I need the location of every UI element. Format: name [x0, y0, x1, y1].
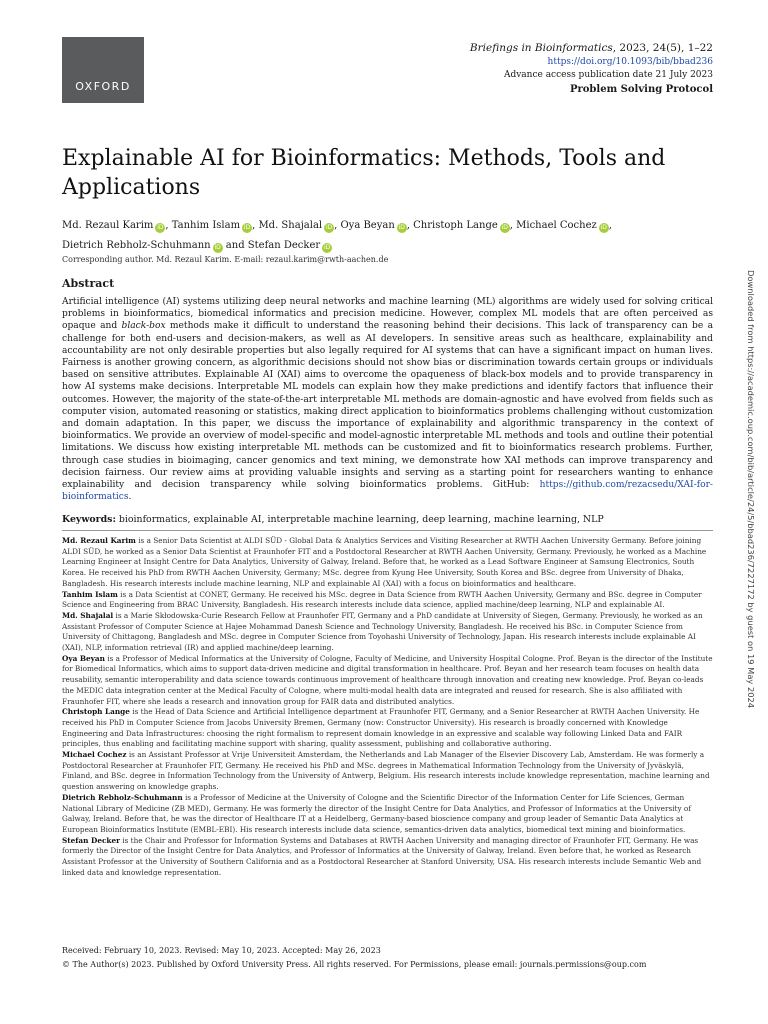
- author-name: Md. Rezaul Karim: [62, 220, 154, 231]
- keywords-text: bioinformatics, explainable AI, interpretable machine learning, deep learning, machine learning, NLP: [115, 514, 604, 525]
- keywords-label: Keywords:: [62, 514, 116, 525]
- bio-name: Michael Cochez: [62, 750, 127, 760]
- author-bio: [62, 836, 715, 879]
- abstract-emphasis: black-box: [121, 321, 166, 332]
- author-name: Oya Beyan: [340, 220, 395, 231]
- divider: [62, 530, 713, 531]
- author-name: Md. Shajalal: [258, 220, 323, 231]
- author-separator: ,: [608, 220, 612, 231]
- bio-name: Christoph Lange: [62, 707, 130, 717]
- bio-name: Oya Beyan: [62, 653, 105, 663]
- journal-name: Briefings in Bioinformatics: [469, 42, 613, 54]
- journal-citation: [470, 42, 713, 55]
- abstract-part: Artificial intelligence (AI) systems utilizing deep neural networks and machine learning (ML) algorithms are widely used for solving critical problems in bioinformatics, biomedical informatics and precision medicine. However, complex ML models that are often perceived as opaque and: [62, 297, 713, 332]
- author-name: Christoph Lange: [413, 220, 498, 231]
- bio-text: is a Marie Skłodowska-Curie Research Fellow at Fraunhofer FIT, Germany and a PhD candidate at University of Siegen, Germany. Previously, he worked as an Assistant Professor of Computer Science at Hajee Mohammad Danesh Science and Technology University, Bangladesh. He received his BSc. in Computer Science from University of Chittagong, Bangladesh and MSc. degree in Computer Science from Toyohashi University of Technology, Japan. His research interests include explainable AI (XAI), NLP, information retrieval (IR) and applied machine/deep learning.: [62, 610, 703, 653]
- author-separator: ,: [165, 220, 172, 231]
- bio-text: is a Professor of Medical Informatics at the University of Cologne, Faculty of Medicine, and University Hospital Cologne. Prof. Beyan is the director of the Institute for Biomedical Informatics, which aims to support data-driven medicine and digital transformation in healthcare. Prof. Beyan and her research team focuses on health data reusability, semantic interoperability and data science towards continuous improvement of healthcare through innovation and creating new knowledge. Prof. Beyan co-leads the MEDIC data integration center at the Medical Faculty of Cologne, where multi-modal health data are integrated and reused for research. She is also affiliated with Fraunhofer FIT, where she leads a research and innovation group for FAIR data and distributed analytics.: [62, 653, 713, 706]
- copyright-notice: © The Author(s) 2023. Published by Oxford University Press. All rights reserved. For Permissions, please email: journals.permissions@oup.com: [62, 960, 647, 969]
- bio-name: Md. Shajalal: [62, 610, 114, 620]
- author-bio: [62, 750, 715, 793]
- oxford-logo-text: OXFORD: [75, 80, 131, 93]
- author-bio: [62, 611, 715, 654]
- corresponding-author: Corresponding author. Md. Rezaul Karim. E-mail: rezaul.karim@rwth-aachen.de: [62, 255, 389, 264]
- bio-text: is the Head of Data Science and Artificial Intelligence department at Fraunhofer FIT, Germany, and a Senior Researcher at RWTH Aachen University. He received his PhD in Computer Science from Jacobs University Bremen, Germany (now: Constructor University). His research is broadly concerned with Knowledge Engineering and Data Infrastructures: choosing the right formalism to represent domain knowledge in an expressive and scalable way following Linked Data and FAIR principles, thus enabling and facilitating machine support with sharing, quality assessment, publishing and collaborative authoring.: [62, 707, 700, 749]
- bio-name: Md. Rezaul Karim: [62, 536, 136, 545]
- bio-text: is a Data Scientist at CONET, Germany. He received his MSc. degree in Data Science from RWTH Aachen University, Germany and BSc. degree in Computer Science and Engineering from BRAC University, Bangladesh. His research interests include data science, applied machine/deep learning, NLP and explainable AI.: [62, 589, 702, 610]
- orcid-icon[interactable]: iD: [325, 224, 333, 231]
- abstract-part: methods make it difficult to understand the reasoning behind their decisions. This lack of transparency can be a challenge for both end-users and decision-makers, as well as AI developers. In sensitive areas such as healthcare, explainability and accountability are not only desirable properties but also legally required for AI systems that can have a significant impact on human lives. Fairness is another growing concern, as algorithmic decisions should not show bias or discrimination towards certain groups or individuals based on sensitive attributes. Explainable AI (XAI) aims to overcome the opaqueness of black-box models and to provide transparency in how AI systems make decisions. Interpretable ML models can explain how they make predictions and identify factors that influence their outcomes. However, the majority of the state-of-the-art interpretable ML methods are domain-agnostic and have evolved from fields such as computer vision, automated reasoning or statistics, making direct application to bioinformatics problems challenging without customization and domain adaptation. In this paper, we discuss the importance of explainability and algorithmic transparency in the context of bioinformatics. We provide an overview of model-specific and model-agnostic interpretable ML methods and tools and outline their potential limitations. We discuss how existing interpretable ML methods can be customized and fit to bioinformatics research problems. Further, through case studies in bioimaging, cancer genomics and text mining, we demonstrate how XAI methods can improve transparency and decision fairness. Our review aims at providing valuable insights and serving as a starting point for researchers wanting to enhance explainability and decision transparency while solving bioinformatics problems. GitHub:: [62, 321, 713, 491]
- oxford-logo: [62, 37, 144, 103]
- orcid-icon[interactable]: iD: [501, 224, 508, 231]
- author-separator: ,: [252, 220, 259, 231]
- author-separator: ,: [334, 220, 341, 231]
- received-dates: Received: February 10, 2023. Revised: May 10, 2023. Accepted: May 26, 2023: [62, 946, 381, 955]
- orcid-icon[interactable]: iD: [324, 244, 331, 251]
- orcid-icon[interactable]: iD: [398, 224, 405, 231]
- journal-volume: , 2023, 24(5), 1–22: [612, 42, 713, 54]
- orcid-icon[interactable]: iD: [214, 244, 221, 251]
- author-name: Dietrich Rebholz-Schuhmann: [62, 240, 211, 251]
- author-bio: [62, 654, 715, 708]
- doi-link[interactable]: https://doi.org/10.1093/bib/bbad236: [547, 57, 713, 67]
- bio-text: is an Assistant Professor at Vrije Universiteit Amsterdam, the Netherlands and Lab Manager of the Elsevier Discovery Lab, Amsterdam. He was formerly a Postdoctoral Researcher at Fraunhofer FIT, Germany. He received his PhD and MSc. degrees in Mathematical Information Technology from the University of Jyväskylä, Finland, and BSc. degree in Information Technology from the University of Antwerp, Belgium. His research interests include knowledge representation, machine learning and question answering on knowledge graphs.: [62, 750, 710, 792]
- bio-text: is a Professor of Medicine at the University of Cologne and the Scientific Director of the Information Center for Life Sciences, German National Library of Medicine (ZB MED), Germany. He was formerly the director of the Insight Centre for Data Analytics, and Professor of Informatics at the University of Galway, Ireland. Before that, he was the director of Healthcare IT at a Heidelberg, Germany-based bioscience company and group leader of Semantic Data Analytics at European Bioinformatics Institute (EMBL-EBI). His research interests include data science, semantics-driven data analytics, biomedical text mining and bioinformatics.: [62, 792, 692, 834]
- author-bio: [62, 793, 715, 836]
- author-bio: [62, 707, 715, 750]
- author-list: [62, 216, 712, 256]
- author-separator: ,: [509, 220, 517, 231]
- author-bio: [62, 536, 715, 590]
- bio-text: is a Senior Data Scientist at ALDI SÜD - Global Data & Analytics Services and Visiting Researcher at RWTH Aachen University Germany. Before joining ALDI SÜD, he worked as a Senior Data Scientist at Fraunhofer FIT and a Postdoctoral Researcher at RWTH Aachen University, Germany. Previously, he worked as a Machine Learning Engineer at Insight Centre for Data Analytics, University of Galway, Ireland. Before that, he worked as a Lead Software Engineer at Samsung Electronics, South Korea. He received his PhD from RWTH Aachen University, Germany; MSc. degree from Kyung Hee University, South Korea and BSc. degree from University of Dhaka, Bangladesh. His research interests include machine learning, NLP and explainable AI (XAI) with a focus on bioinformatics and healthcare.: [62, 536, 707, 588]
- bio-name: Stefan Decker: [62, 835, 120, 845]
- abstract-heading: Abstract: [62, 277, 115, 290]
- author-separator: and: [222, 240, 248, 251]
- download-note: Downloaded from https://academic.oup.com/bib/article/24/5/bbad236/7227172 by guest on 19 May 2024: [746, 270, 756, 709]
- bio-text: is the Chair and Professor for Information Systems and Databases at RWTH Aachen University and managing director of Fraunhofer FIT, Germany. He was formerly the Director of the Insight Centre for Data Analytics, and Professor of Informatics at the University of Galway, Ireland. Even before that, he worked as Research Assistant Professor at the University of Southern California and as a Postdoctoral Researcher at Stanford University, USA. His research interests include Semantic Web and linked data and knowledge representation.: [62, 835, 702, 877]
- abstract-text: [62, 296, 713, 503]
- download-sidebar: [743, 270, 757, 760]
- author-name: Michael Cochez: [516, 220, 597, 231]
- author-bio: [62, 590, 715, 611]
- abstract-end: .: [128, 492, 132, 503]
- bio-name: Dietrich Rebholz-Schuhmann: [62, 792, 183, 802]
- article-type: Problem Solving Protocol: [569, 84, 713, 95]
- orcid-icon[interactable]: iD: [157, 224, 164, 231]
- github-link[interactable]: https://github.com/rezacsedu/XAI-for-bioinformatics: [62, 480, 713, 503]
- advance-access-date: Advance access publication date 21 July 2023: [503, 70, 713, 80]
- author-separator: ,: [406, 220, 414, 231]
- orcid-icon[interactable]: iD: [600, 224, 607, 231]
- author-name: Tanhim Islam: [171, 220, 241, 231]
- orcid-icon[interactable]: iD: [243, 224, 251, 231]
- bio-name: Tanhim Islam: [62, 589, 118, 599]
- keywords: [62, 514, 713, 525]
- author-biographies: [62, 536, 715, 879]
- article-title: Explainable AI for Bioinformatics: Methods, Tools and Applications: [62, 146, 666, 200]
- journal-meta: [470, 42, 713, 96]
- author-name: Stefan Decker: [247, 240, 321, 251]
